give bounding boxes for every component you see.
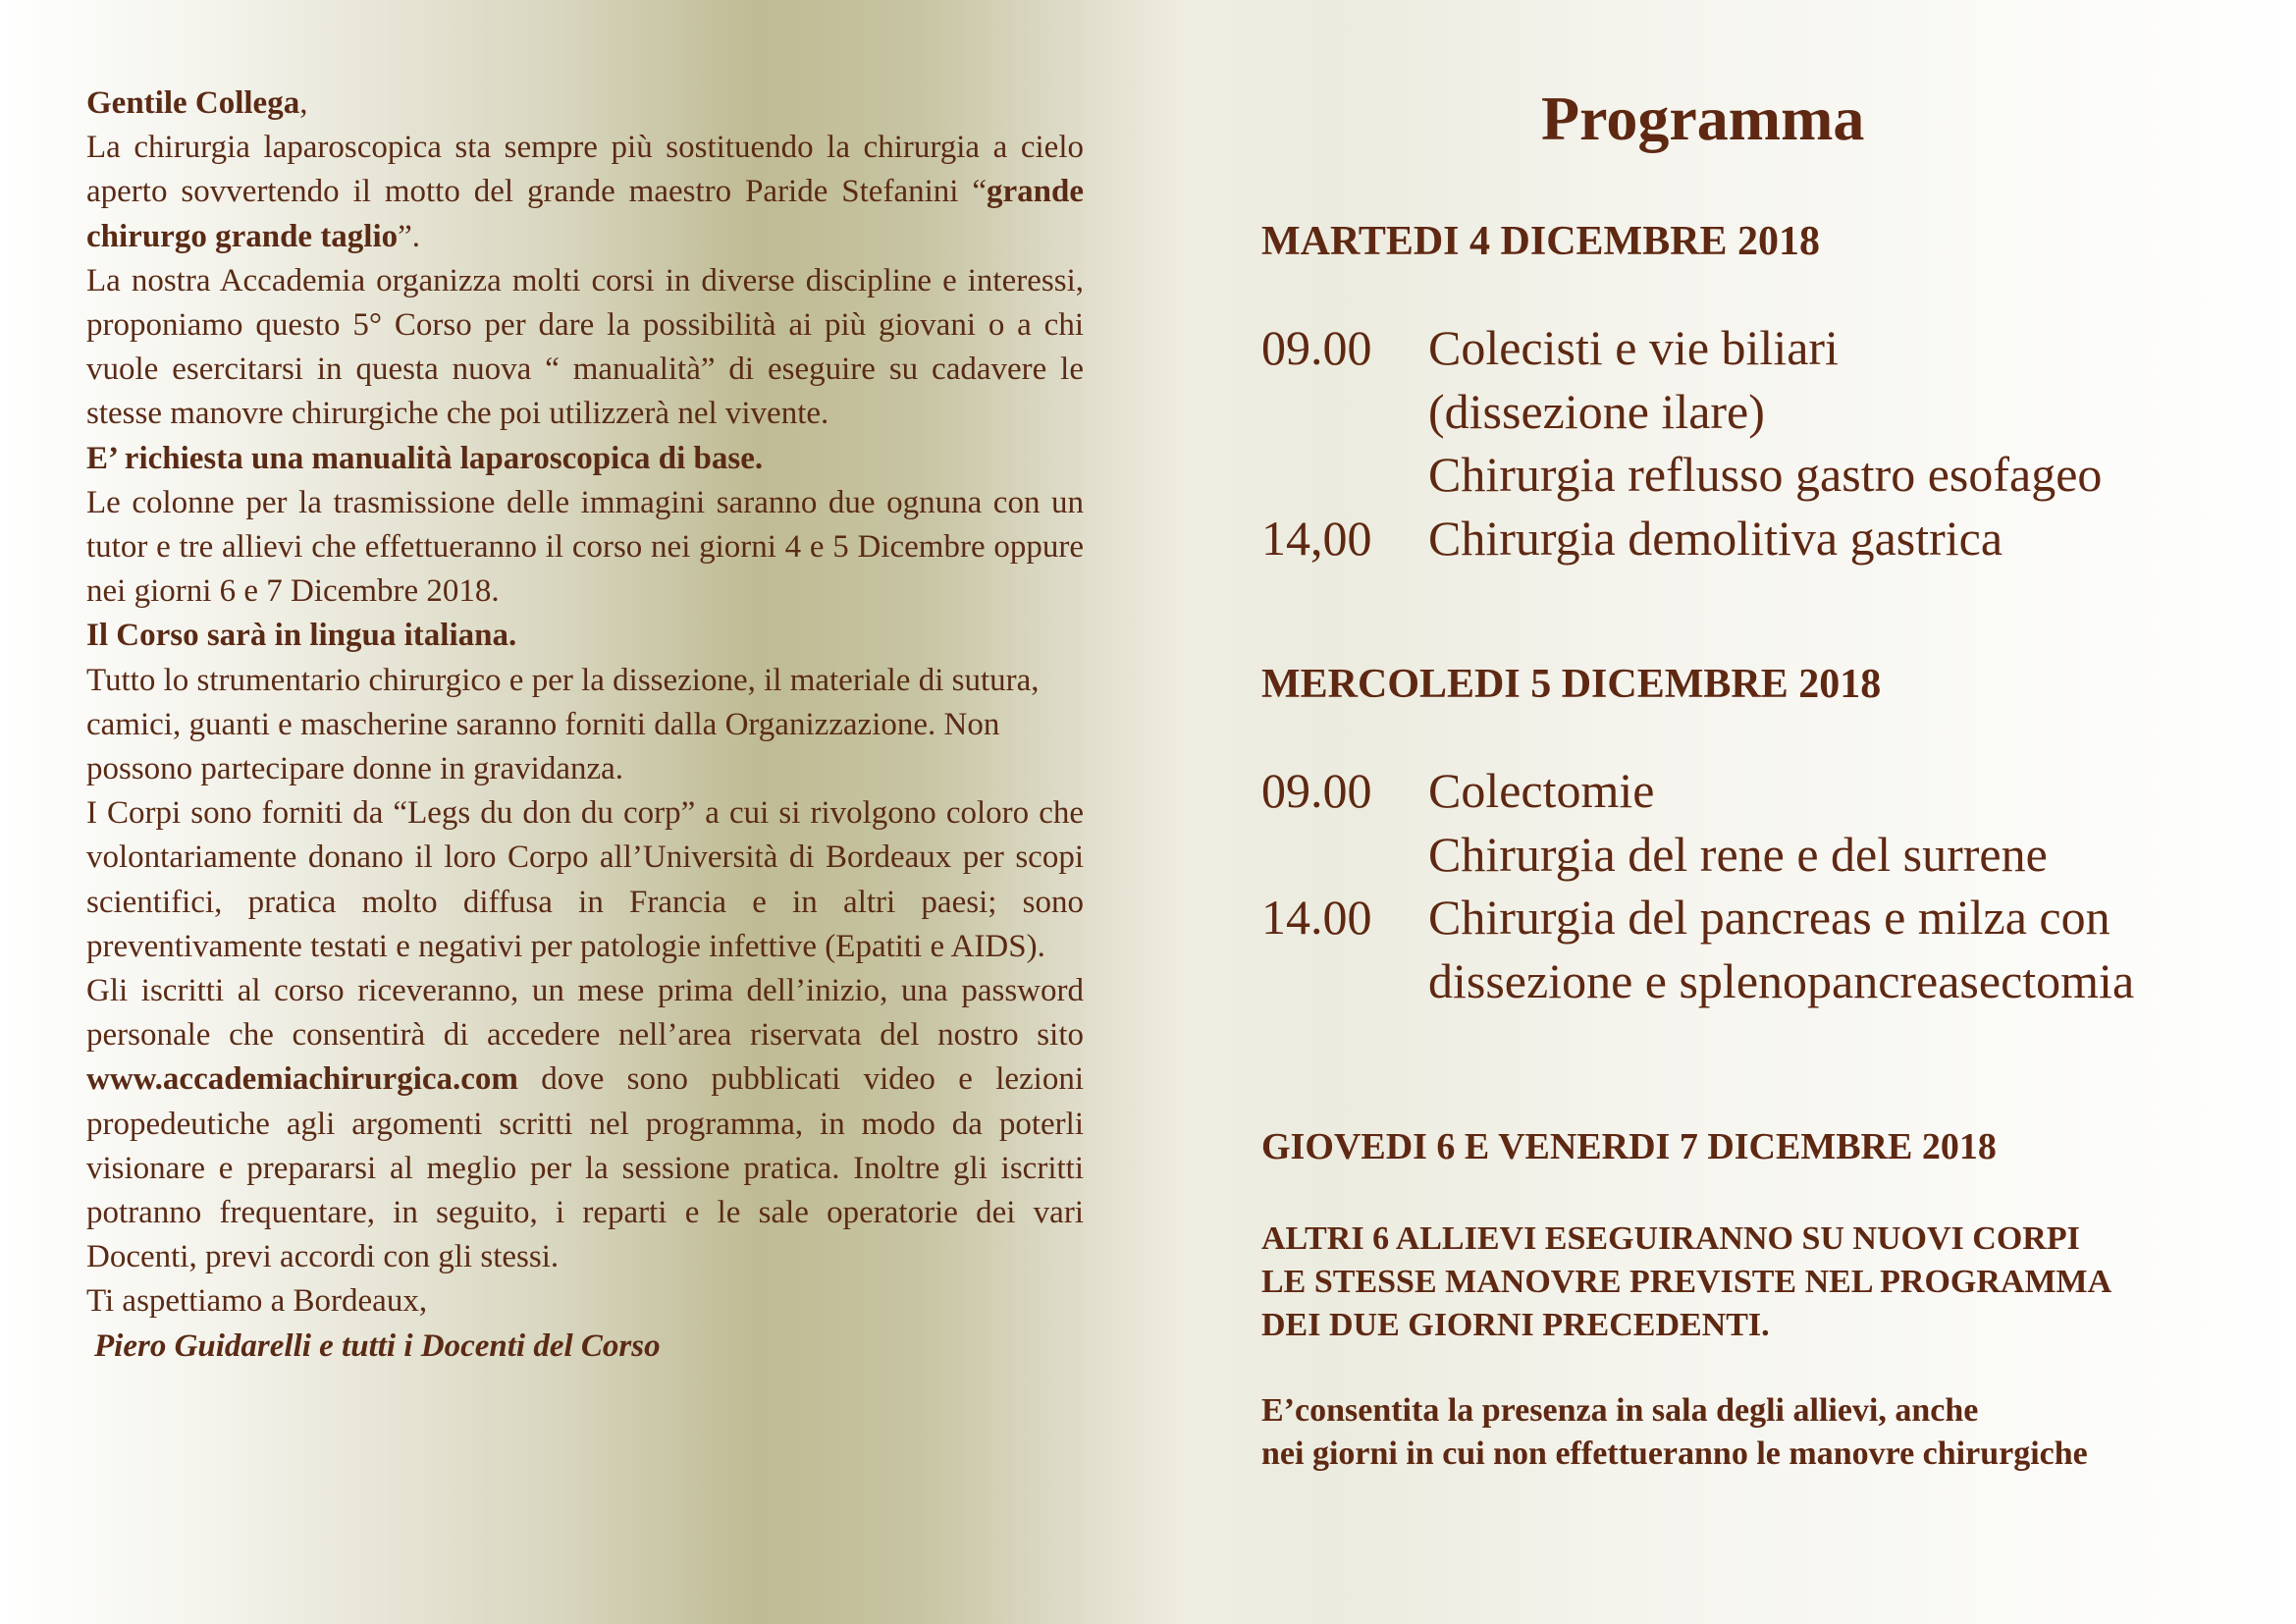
paragraph-intro: La chirurgia laparoscopica sta sempre più sostituendo la chirurgia a cielo aperto sovvertendo il motto del grande maestro Paride Stefanini “grande chirurgo grande taglio”. — [86, 130, 1084, 254]
letter-column — [86, 81, 1084, 1369]
signature: Piero Guidarelli e tutti i Docenti del Corso — [94, 1327, 661, 1364]
paragraph-equipment: Tutto lo strumentario chirurgico e per la dissezione, il materiale di sutura, camici, guanti e mascherine saranno forniti dalla Organizzazione. Non possono partecipare donne in gravidanza. — [86, 662, 1040, 787]
schedule-row: 09.00 Colectomie — [1261, 763, 1655, 818]
schedule-row: 14,00 Chirurgia demolitiva gastrica — [1261, 510, 2003, 566]
day2-schedule — [1261, 759, 2134, 1012]
motto: grande chirurgo grande taglio — [86, 174, 1084, 254]
paragraph-closing: Ti aspettiamo a Bordeaux, — [86, 1283, 428, 1320]
paragraph-columns: Le colonne per la trasmissione delle immagini saranno due ognuna con un tutor e tre allievi che effettueranno il corso nei giorni 4 e 5 Dicembre oppure nei giorni 6 e 7 Dicembre 2018. — [86, 484, 1084, 610]
day2-heading: MERCOLEDI 5 DICEMBRE 2018 — [1261, 662, 1882, 707]
note-attendance: E’consentita la presenza in sala degli allievi, anche nei giorni in cui non effettueranno le manovre chirurgiche — [1261, 1392, 2088, 1472]
paragraph-bodies: I Corpi sono forniti da “Legs du don du corp” a cui si rivolgono coloro che volontariamente donano il loro Corpo all’Università di Bordeaux per scopi scientifici, pratica molto diffusa in Francia e in altri paesi; sono preventivamente testati e negativi per patologie infettive (Epatiti e AIDS). — [86, 795, 1084, 964]
paragraph-academy: La nostra Accademia organizza molti corsi in diverse discipline e interessi, proponiamo questo 5° Corso per dare la possibilità ai più giovani o a chi vuole esercitarsi in questa nuova “ manualità” di eseguire su cadavere le stesse manovre chirurgiche che poi utilizzerà nel vivente. — [86, 262, 1084, 432]
schedule-row: 14.00 Chirurgia del pancreas e milza con — [1261, 890, 2110, 945]
greeting: Gentile Collega, — [86, 85, 308, 121]
schedule-row: (dissezione ilare) — [1428, 383, 1765, 439]
day1-heading: MARTEDI 4 DICEMBRE 2018 — [1261, 219, 1821, 264]
day3-heading: GIOVEDI 6 E VENERDI 7 DICEMBRE 2018 — [1261, 1126, 1997, 1167]
schedule-row: 09.00 Colecisti e vie biliari — [1261, 320, 1839, 375]
note-extra-students: ALTRI 6 ALLIEVI ESEGUIRANNO SU NUOVI CORPI LE STESSE MANOVRE PREVISTE NEL PROGRAMMA DEI DUE GIORNI PRECEDENTI. — [1261, 1220, 2112, 1343]
day1-schedule — [1261, 316, 2102, 569]
schedule-row: Chirurgia del rene e del surrene — [1428, 826, 2048, 882]
website-link[interactable]: www.accademiachirurgica.com — [86, 1061, 518, 1098]
paragraph-password: Gli iscritti al corso riceveranno, un mese prima dell’inizio, una password personale che consentirà di accedere nell’area riservata del nostro sito www.accademiachirurgica.com dove sono pubblicati video e lezioni propedeutiche agli argomenti scritti nel programma, in modo da poterli visionare e prepararsi al meglio per la sessione pratica. Inoltre gli iscritti potranno frequentare, in seguito, i reparti e le sale operatorie dei vari Docenti, previ accordi con gli stessi. — [86, 973, 1084, 1275]
schedule-row: Chirurgia reflusso gastro esofageo — [1428, 447, 2103, 502]
paragraph-language: Il Corso sarà in lingua italiana. — [86, 618, 517, 654]
program-title: Programma — [1541, 83, 1865, 153]
schedule-row: dissezione e splenopancreasectomia — [1428, 952, 2135, 1008]
paragraph-requirement: E’ richiesta una manualità laparoscopica di base. — [86, 440, 764, 476]
